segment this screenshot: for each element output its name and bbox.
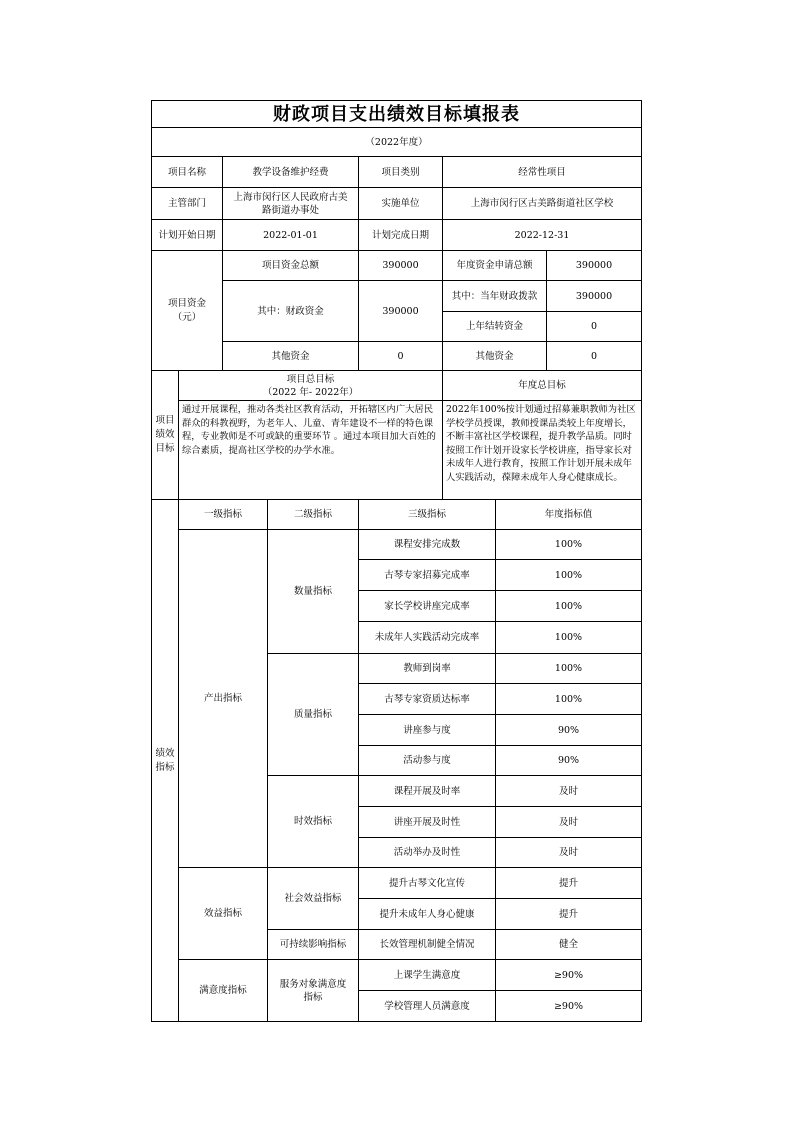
annual-goal-label: 年度总目标 — [442, 370, 642, 401]
funds-other-value: 0 — [358, 341, 443, 371]
start-date-label: 计划开始日期 — [151, 219, 223, 251]
table-row-name: 提升未成年人身心健康 — [358, 898, 496, 930]
header-level3: 三级指标 — [358, 499, 496, 530]
end-date-value: 2022-12-31 — [442, 219, 642, 251]
funds-other2-value: 0 — [546, 341, 642, 371]
level2-service-satisfaction: 服务对象满意度指标 — [267, 959, 359, 1022]
funds-annual-value: 390000 — [546, 250, 642, 281]
table-row-name: 活动举办及时性 — [358, 837, 496, 868]
project-name-value: 教学设备维护经费 — [222, 156, 359, 188]
table-row-name: 活动参与度 — [358, 745, 496, 776]
funds-total-value: 390000 — [358, 250, 443, 281]
level1-benefit: 效益指标 — [178, 867, 268, 960]
table-row-name: 课程安排完成数 — [358, 529, 496, 560]
overall-goal-label: 项目总目标 — [286, 373, 335, 385]
funds-total-label: 项目资金总额 — [222, 250, 359, 281]
form-title: 财政项目支出绩效目标填报表 — [151, 100, 642, 128]
funds-fiscal-value: 390000 — [358, 280, 443, 342]
table-row-value: 100% — [495, 559, 642, 591]
category-label: 项目类别 — [358, 156, 443, 188]
table-row-value: 90% — [495, 745, 642, 776]
goals-label: 项目绩效目标 — [151, 370, 179, 500]
funds-current-fiscal-label: 其中：当年财政拨款 — [442, 280, 547, 312]
level2-sustainability: 可持续影响指标 — [267, 929, 359, 960]
level2-social-benefit: 社会效益指标 — [267, 867, 359, 930]
impl-unit-label: 实施单位 — [358, 187, 443, 220]
level1-satisfaction: 满意度指标 — [178, 959, 268, 1022]
funds-other-label: 其他资金 — [222, 341, 359, 371]
table-row-value: 健全 — [495, 929, 642, 960]
overall-goal-years: （2022 年- 2022年） — [262, 386, 359, 398]
table-row-value: ≥90% — [495, 959, 642, 991]
table-row-name: 家长学校讲座完成率 — [358, 590, 496, 622]
table-row-value: 及时 — [495, 837, 642, 868]
level2-timeliness: 时效指标 — [267, 775, 359, 868]
overall-goal-header — [178, 370, 443, 401]
table-row-name: 长效管理机制健全情况 — [358, 929, 496, 960]
table-row-name: 学校管理人员满意度 — [358, 990, 496, 1022]
category-value: 经常性项目 — [442, 156, 642, 188]
header-level2: 二级指标 — [267, 499, 359, 530]
header-value: 年度指标值 — [495, 499, 642, 530]
table-row-value: 提升 — [495, 867, 642, 899]
impl-unit-value: 上海市闵行区古美路街道社区学校 — [442, 187, 642, 220]
overall-goal-text: 通过开展课程，推动各类社区教育活动，开拓辖区内广大居民群众的科教视野，为老年人、儿童、青年建设不一样的特色课程，专业教师是不可或缺的重要环节 。通过本项目加大百姓的综合素质，提高社区学校的办学水准。 — [178, 400, 443, 500]
table-row-name: 上课学生满意度 — [358, 959, 496, 991]
table-row-value: 90% — [495, 714, 642, 746]
table-row-name: 提升古琴文化宣传 — [358, 867, 496, 899]
table-row-name: 教师到岗率 — [358, 653, 496, 684]
funds-other2-label: 其他资金 — [442, 341, 547, 371]
table-row-value: 及时 — [495, 806, 642, 838]
table-row-value: 提升 — [495, 898, 642, 930]
funds-current-fiscal-value: 390000 — [546, 280, 642, 312]
table-row-value: 100% — [495, 529, 642, 560]
table-row-name: 古琴专家资质达标率 — [358, 683, 496, 715]
level2-quality: 质量指标 — [267, 653, 359, 776]
table-row-name: 课程开展及时率 — [358, 775, 496, 807]
table-row-value: 100% — [495, 653, 642, 684]
table-row-value: 100% — [495, 683, 642, 715]
end-date-label: 计划完成日期 — [358, 219, 443, 251]
funds-fiscal-label: 其中：财政资金 — [222, 280, 359, 342]
level1-output: 产出指标 — [178, 529, 268, 868]
funds-carryover-value: 0 — [546, 311, 642, 342]
header-level1: 一级指标 — [178, 499, 268, 530]
table-row-value: ≥90% — [495, 990, 642, 1022]
funds-annual-label: 年度资金申请总额 — [442, 250, 547, 281]
table-row-value: 100% — [495, 621, 642, 654]
table-row-name: 讲座参与度 — [358, 714, 496, 746]
table-row-value: 100% — [495, 590, 642, 622]
table-row-value: 及时 — [495, 775, 642, 807]
dept-value: 上海市闵行区人民政府古美路街道办事处 — [222, 187, 359, 220]
funds-label: 项目资金（元） — [151, 250, 223, 371]
table-row-name: 讲座开展及时性 — [358, 806, 496, 838]
table-row-name: 未成年人实践活动完成率 — [358, 621, 496, 654]
table-row-name: 古琴专家招募完成率 — [358, 559, 496, 591]
level2-quantity: 数量指标 — [267, 529, 359, 654]
annual-goal-text: 2022年100%按计划通过招募兼职教师为社区学校学员授课，教师授课品类较上年度增长，不断丰富社区学校课程，提升教学品质。同时按照工作计划开设家长学校讲座，指导家长对未成年人进行教育，按照工作计划开展未成年人实践活动，葆障未成年人身心健康成长。 — [442, 400, 642, 500]
start-date-value: 2022-01-01 — [222, 219, 359, 251]
project-name-label: 项目名称 — [151, 156, 223, 188]
indicators-label: 绩效指标 — [151, 499, 179, 1022]
dept-label: 主管部门 — [151, 187, 223, 220]
funds-carryover-label: 上年结转资金 — [442, 311, 547, 342]
year-label: （2022年度） — [151, 127, 642, 157]
